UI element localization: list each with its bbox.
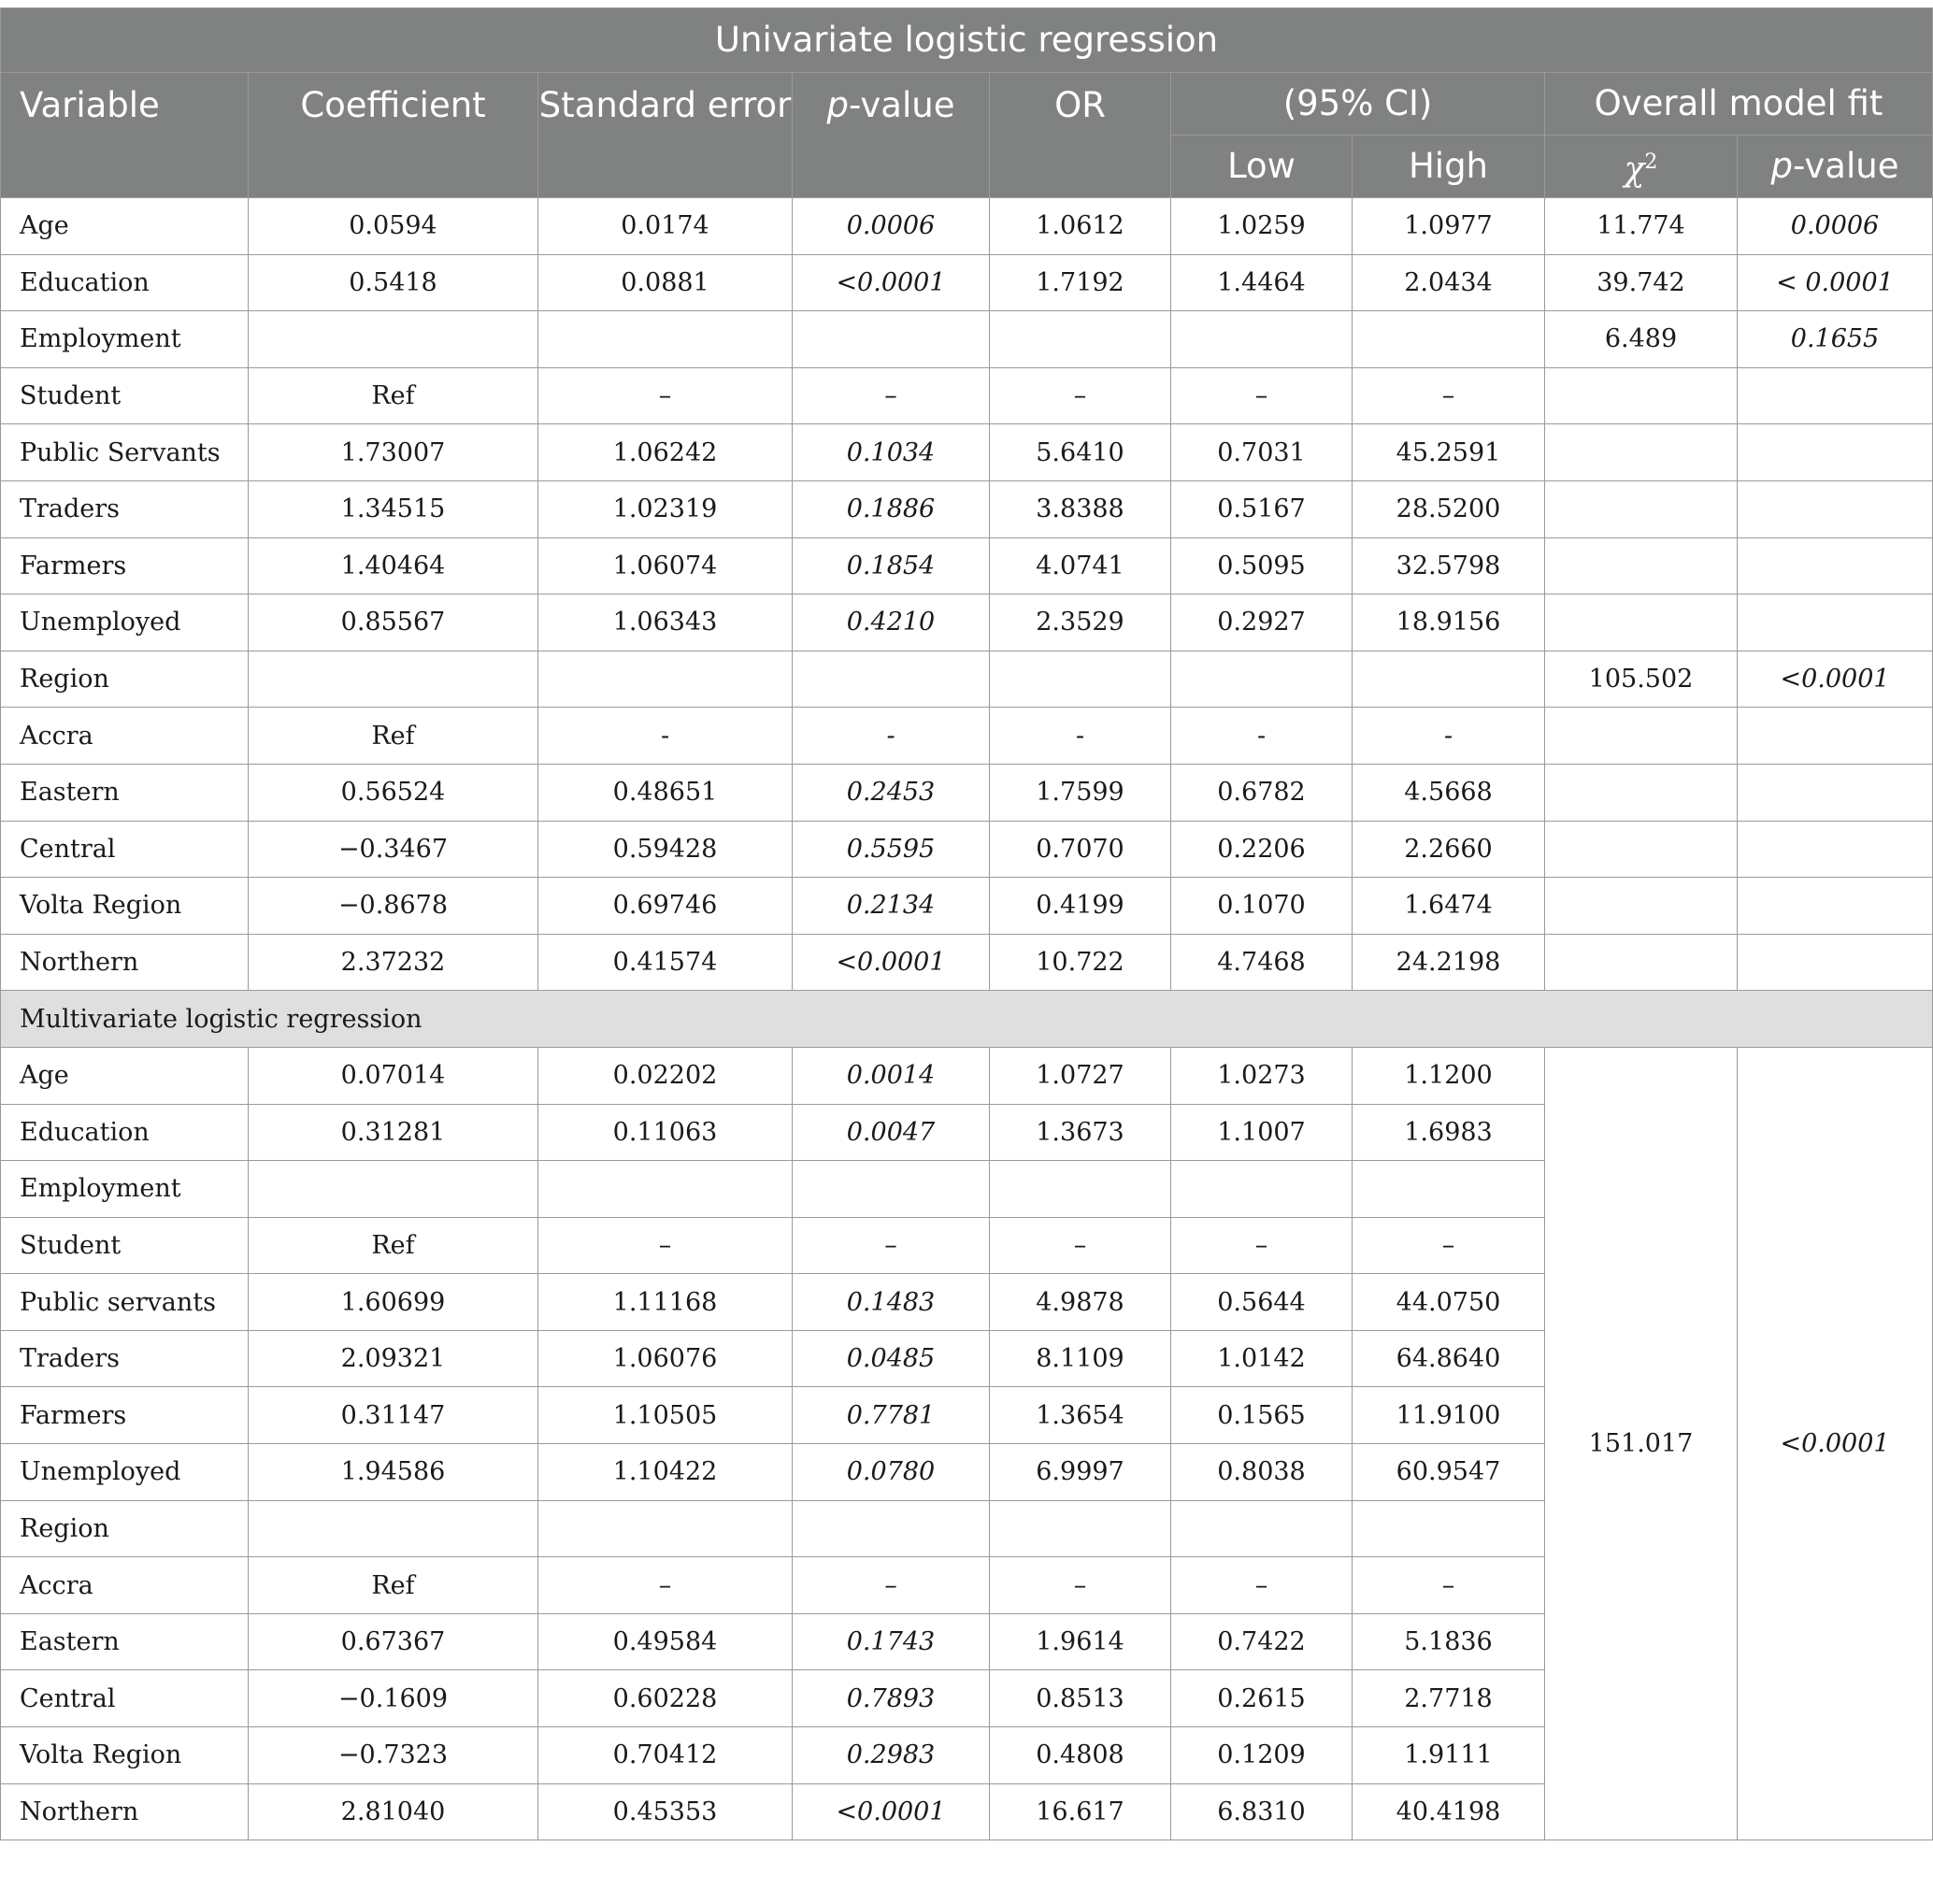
header-p-rest: -value [849, 85, 955, 125]
cell-standard-error: 1.11168 [538, 1274, 793, 1331]
table-row [1, 651, 1933, 708]
cell-variable: Central [1, 821, 249, 878]
cell-ci-low: 1.0259 [1171, 198, 1353, 255]
table-body [1, 198, 1933, 1840]
cell-p-value: 0.7893 [793, 1670, 990, 1727]
cell-chi-square [1545, 424, 1738, 481]
cell-standard-error: – [538, 1557, 793, 1614]
cell-coefficient: Ref [249, 1557, 538, 1614]
table-row [1, 254, 1933, 311]
cell-p-value: 0.7781 [793, 1387, 990, 1444]
cell-or: 8.1109 [990, 1330, 1171, 1387]
cell-p-value [793, 1500, 990, 1557]
cell-coefficient: 0.31147 [249, 1387, 538, 1444]
cell-variable: Age [1, 198, 249, 255]
header-high: High [1353, 136, 1545, 198]
cell-coefficient [249, 311, 538, 368]
cell-variable: Age [1, 1047, 249, 1104]
cell-ci-low [1171, 651, 1353, 708]
cell-model-p-value: 0.1655 [1738, 311, 1933, 368]
cell-ci-high: 1.6983 [1353, 1104, 1545, 1161]
cell-variable: Student [1, 1217, 249, 1274]
cell-ci-low: 4.7468 [1171, 934, 1353, 991]
cell-ci-low: 0.2927 [1171, 594, 1353, 651]
cell-ci-low [1171, 1161, 1353, 1218]
cell-variable: Volta Region [1, 1727, 249, 1784]
cell-coefficient: 0.0594 [249, 198, 538, 255]
cell-standard-error: 0.0174 [538, 198, 793, 255]
cell-chi-square [1545, 594, 1738, 651]
cell-ci-high [1353, 1500, 1545, 1557]
cell-ci-low [1171, 311, 1353, 368]
table-row [1, 594, 1933, 651]
cell-p-value: – [793, 1217, 990, 1274]
cell-variable: Accra [1, 1557, 249, 1614]
cell-ci-high: 4.5668 [1353, 764, 1545, 821]
header-overall-fit: Overall model fit [1545, 73, 1933, 136]
cell-variable: Northern [1, 1783, 249, 1840]
cell-variable: Northern [1, 934, 249, 991]
cell-or: 5.6410 [990, 424, 1171, 481]
cell-coefficient: 0.67367 [249, 1613, 538, 1670]
cell-p-value: 0.5595 [793, 821, 990, 878]
cell-coefficient: −0.8678 [249, 878, 538, 935]
cell-ci-low: 0.6782 [1171, 764, 1353, 821]
cell-p-value: 0.0485 [793, 1330, 990, 1387]
cell-or [990, 1161, 1171, 1218]
cell-model-p-value: <0.0001 [1738, 651, 1933, 708]
cell-ci-high: 5.1836 [1353, 1613, 1545, 1670]
cell-variable: Employment [1, 1161, 249, 1218]
cell-chi-square: 6.489 [1545, 311, 1738, 368]
cell-standard-error: 1.06242 [538, 424, 793, 481]
cell-ci-low: - [1171, 708, 1353, 765]
fit-p-italic: p [1770, 146, 1794, 186]
table-row [1, 708, 1933, 765]
cell-model-p-value [1738, 424, 1933, 481]
cell-p-value: 0.1886 [793, 480, 990, 537]
cell-p-value: - [793, 708, 990, 765]
cell-ci-low: 1.0273 [1171, 1047, 1353, 1104]
cell-ci-high: 2.2660 [1353, 821, 1545, 878]
header-ci: (95% CI) [1171, 73, 1545, 136]
header-chi-square [1545, 136, 1738, 198]
cell-ci-low: – [1171, 1217, 1353, 1274]
cell-p-value: – [793, 1557, 990, 1614]
cell-standard-error: – [538, 1217, 793, 1274]
cell-coefficient [249, 651, 538, 708]
cell-ci-high: 1.6474 [1353, 878, 1545, 935]
cell-ci-high: 1.9111 [1353, 1727, 1545, 1784]
cell-coefficient: 2.37232 [249, 934, 538, 991]
cell-standard-error [538, 1500, 793, 1557]
cell-standard-error: 0.45353 [538, 1783, 793, 1840]
cell-p-value: 0.0780 [793, 1444, 990, 1501]
table-row [1, 537, 1933, 594]
cell-or: 1.3673 [990, 1104, 1171, 1161]
cell-variable: Central [1, 1670, 249, 1727]
cell-ci-high: 32.5798 [1353, 537, 1545, 594]
cell-variable: Region [1, 1500, 249, 1557]
cell-variable: Public Servants [1, 424, 249, 481]
cell-variable: Volta Region [1, 878, 249, 935]
cell-ci-low: 1.0142 [1171, 1330, 1353, 1387]
cell-model-p-value [1738, 537, 1933, 594]
cell-ci-low: 0.5095 [1171, 537, 1353, 594]
cell-chi-square [1545, 934, 1738, 991]
cell-model-p-value [1738, 878, 1933, 935]
cell-model-p-value [1738, 594, 1933, 651]
cell-variable: Education [1, 1104, 249, 1161]
cell-p-value: 0.0047 [793, 1104, 990, 1161]
header-coefficient: Coefficient [249, 73, 538, 198]
header-or: OR [990, 73, 1171, 198]
cell-or: – [990, 1557, 1171, 1614]
cell-ci-low: 0.5644 [1171, 1274, 1353, 1331]
cell-coefficient: Ref [249, 367, 538, 424]
cell-ci-high: 64.8640 [1353, 1330, 1545, 1387]
cell-ci-low: 0.1070 [1171, 878, 1353, 935]
cell-coefficient: 0.85567 [249, 594, 538, 651]
cell-variable: Public servants [1, 1274, 249, 1331]
cell-chi-square: 11.774 [1545, 198, 1738, 255]
cell-standard-error: 0.60228 [538, 1670, 793, 1727]
cell-ci-low: 1.4464 [1171, 254, 1353, 311]
cell-ci-low: 0.2615 [1171, 1670, 1353, 1727]
cell-chi-square [1545, 764, 1738, 821]
cell-standard-error: 0.48651 [538, 764, 793, 821]
cell-standard-error: 1.10422 [538, 1444, 793, 1501]
cell-p-value: 0.1034 [793, 424, 990, 481]
cell-ci-low: 1.1007 [1171, 1104, 1353, 1161]
cell-variable: Farmers [1, 537, 249, 594]
cell-coefficient: 1.94586 [249, 1444, 538, 1501]
cell-coefficient: 1.60699 [249, 1274, 538, 1331]
cell-p-value [793, 1161, 990, 1218]
cell-standard-error: 0.59428 [538, 821, 793, 878]
cell-standard-error [538, 651, 793, 708]
cell-ci-high: - [1353, 708, 1545, 765]
table-row [1, 934, 1933, 991]
cell-p-value: <0.0001 [793, 1783, 990, 1840]
table-row [1, 821, 1933, 878]
cell-p-value: 0.1854 [793, 537, 990, 594]
cell-or [990, 1500, 1171, 1557]
cell-variable: Traders [1, 480, 249, 537]
table-title: Univariate logistic regression [1, 8, 1933, 73]
cell-chi-square-multivariate: 151.017 [1545, 1047, 1738, 1840]
cell-model-p-value [1738, 708, 1933, 765]
cell-model-p-value [1738, 367, 1933, 424]
cell-model-p-value [1738, 764, 1933, 821]
cell-ci-low: 0.8038 [1171, 1444, 1353, 1501]
cell-coefficient: 0.56524 [249, 764, 538, 821]
cell-chi-square: 105.502 [1545, 651, 1738, 708]
table-row [1, 1047, 1933, 1104]
cell-p-value: – [793, 367, 990, 424]
cell-ci-high [1353, 311, 1545, 368]
cell-ci-low: 0.1209 [1171, 1727, 1353, 1784]
cell-coefficient: 1.34515 [249, 480, 538, 537]
cell-standard-error: - [538, 708, 793, 765]
cell-standard-error: 1.02319 [538, 480, 793, 537]
cell-ci-high: – [1353, 1217, 1545, 1274]
cell-p-value: 0.1483 [793, 1274, 990, 1331]
regression-table [0, 7, 1933, 1840]
cell-ci-high: 28.5200 [1353, 480, 1545, 537]
cell-p-value: 0.2453 [793, 764, 990, 821]
cell-coefficient [249, 1500, 538, 1557]
table-row [1, 764, 1933, 821]
cell-coefficient: Ref [249, 708, 538, 765]
cell-variable: Student [1, 367, 249, 424]
cell-ci-low: 0.7031 [1171, 424, 1353, 481]
cell-standard-error: 0.11063 [538, 1104, 793, 1161]
cell-p-value [793, 651, 990, 708]
cell-ci-low: 0.7422 [1171, 1613, 1353, 1670]
cell-or: 1.7192 [990, 254, 1171, 311]
chi-superscript: 2 [1644, 150, 1658, 174]
cell-ci-high [1353, 1161, 1545, 1218]
cell-model-p-value: < 0.0001 [1738, 254, 1933, 311]
cell-standard-error [538, 311, 793, 368]
cell-coefficient: 0.07014 [249, 1047, 538, 1104]
cell-p-value: 0.4210 [793, 594, 990, 651]
cell-variable: Traders [1, 1330, 249, 1387]
table-container [0, 7, 1933, 1840]
cell-p-value: 0.2983 [793, 1727, 990, 1784]
cell-variable: Accra [1, 708, 249, 765]
cell-chi-square: 39.742 [1545, 254, 1738, 311]
cell-coefficient [249, 1161, 538, 1218]
cell-or: 1.3654 [990, 1387, 1171, 1444]
fit-p-rest: -value [1793, 146, 1899, 186]
cell-ci-high: 1.1200 [1353, 1047, 1545, 1104]
cell-chi-square [1545, 878, 1738, 935]
cell-ci-high: 2.0434 [1353, 254, 1545, 311]
cell-standard-error: – [538, 367, 793, 424]
table-row [1, 311, 1933, 368]
cell-standard-error: 0.70412 [538, 1727, 793, 1784]
cell-chi-square [1545, 821, 1738, 878]
cell-or: – [990, 367, 1171, 424]
header-standard-error: Standard error [538, 73, 793, 198]
cell-variable: Eastern [1, 1613, 249, 1670]
header-fit-p-value [1738, 136, 1933, 198]
cell-ci-high: 11.9100 [1353, 1387, 1545, 1444]
table-row [1, 878, 1933, 935]
cell-or: 4.9878 [990, 1274, 1171, 1331]
cell-variable: Employment [1, 311, 249, 368]
header-p-italic: p [826, 85, 850, 125]
cell-or: 4.0741 [990, 537, 1171, 594]
cell-ci-high: 24.2198 [1353, 934, 1545, 991]
cell-or: 0.4808 [990, 1727, 1171, 1784]
header-low: Low [1171, 136, 1353, 198]
cell-p-value: 0.0014 [793, 1047, 990, 1104]
cell-p-value: 0.2134 [793, 878, 990, 935]
cell-coefficient: 0.5418 [249, 254, 538, 311]
cell-standard-error: 0.41574 [538, 934, 793, 991]
cell-model-p-value [1738, 480, 1933, 537]
header-variable: Variable [1, 73, 249, 198]
cell-ci-high: 18.9156 [1353, 594, 1545, 651]
cell-p-value: <0.0001 [793, 934, 990, 991]
cell-or: 0.8513 [990, 1670, 1171, 1727]
cell-standard-error [538, 1161, 793, 1218]
cell-standard-error: 0.69746 [538, 878, 793, 935]
header-p-value [793, 73, 990, 198]
section-row-multivariate [1, 991, 1933, 1048]
cell-coefficient: 2.09321 [249, 1330, 538, 1387]
table-row [1, 367, 1933, 424]
cell-ci-high: 40.4198 [1353, 1783, 1545, 1840]
cell-or: 10.722 [990, 934, 1171, 991]
cell-coefficient: 2.81040 [249, 1783, 538, 1840]
cell-ci-high: 1.0977 [1353, 198, 1545, 255]
cell-ci-high [1353, 651, 1545, 708]
cell-ci-low: – [1171, 367, 1353, 424]
section-label: Multivariate logistic regression [1, 991, 1933, 1048]
cell-standard-error: 0.02202 [538, 1047, 793, 1104]
cell-standard-error: 0.49584 [538, 1613, 793, 1670]
cell-standard-error: 1.10505 [538, 1387, 793, 1444]
cell-or: 16.617 [990, 1783, 1171, 1840]
table-row [1, 480, 1933, 537]
cell-coefficient: −0.7323 [249, 1727, 538, 1784]
cell-coefficient: 1.40464 [249, 537, 538, 594]
cell-or: 1.9614 [990, 1613, 1171, 1670]
cell-coefficient: Ref [249, 1217, 538, 1274]
cell-standard-error: 1.06074 [538, 537, 793, 594]
cell-variable: Eastern [1, 764, 249, 821]
cell-chi-square [1545, 708, 1738, 765]
cell-or: 1.0727 [990, 1047, 1171, 1104]
cell-ci-high: 2.7718 [1353, 1670, 1545, 1727]
cell-chi-square [1545, 480, 1738, 537]
cell-standard-error: 0.0881 [538, 254, 793, 311]
cell-ci-low: – [1171, 1557, 1353, 1614]
cell-or: 2.3529 [990, 594, 1171, 651]
cell-model-p-value-multivariate: <0.0001 [1738, 1047, 1933, 1840]
cell-or [990, 311, 1171, 368]
cell-variable: Education [1, 254, 249, 311]
cell-ci-low: 0.2206 [1171, 821, 1353, 878]
cell-or: 1.7599 [990, 764, 1171, 821]
cell-ci-low: 6.8310 [1171, 1783, 1353, 1840]
cell-ci-low [1171, 1500, 1353, 1557]
cell-or: – [990, 1217, 1171, 1274]
cell-ci-high: – [1353, 1557, 1545, 1614]
cell-p-value: 0.1743 [793, 1613, 990, 1670]
cell-chi-square [1545, 537, 1738, 594]
cell-ci-high: 44.0750 [1353, 1274, 1545, 1331]
cell-coefficient: 1.73007 [249, 424, 538, 481]
cell-ci-high: 45.2591 [1353, 424, 1545, 481]
cell-or: 0.4199 [990, 878, 1171, 935]
cell-variable: Farmers [1, 1387, 249, 1444]
cell-model-p-value: 0.0006 [1738, 198, 1933, 255]
cell-p-value: 0.0006 [793, 198, 990, 255]
cell-or [990, 651, 1171, 708]
cell-model-p-value [1738, 821, 1933, 878]
cell-ci-low: 0.5167 [1171, 480, 1353, 537]
chi-symbol: χ [1624, 150, 1645, 189]
table-row [1, 424, 1933, 481]
cell-or: 1.0612 [990, 198, 1171, 255]
cell-p-value: <0.0001 [793, 254, 990, 311]
cell-ci-low: 0.1565 [1171, 1387, 1353, 1444]
cell-variable: Unemployed [1, 594, 249, 651]
cell-or: 6.9997 [990, 1444, 1171, 1501]
cell-ci-high: – [1353, 367, 1545, 424]
cell-coefficient: −0.3467 [249, 821, 538, 878]
cell-p-value [793, 311, 990, 368]
cell-ci-high: 60.9547 [1353, 1444, 1545, 1501]
table-row [1, 198, 1933, 255]
cell-standard-error: 1.06343 [538, 594, 793, 651]
cell-coefficient: 0.31281 [249, 1104, 538, 1161]
cell-standard-error: 1.06076 [538, 1330, 793, 1387]
cell-model-p-value [1738, 934, 1933, 991]
cell-or: 0.7070 [990, 821, 1171, 878]
cell-chi-square [1545, 367, 1738, 424]
cell-or: 3.8388 [990, 480, 1171, 537]
cell-variable: Region [1, 651, 249, 708]
cell-or: - [990, 708, 1171, 765]
cell-coefficient: −0.1609 [249, 1670, 538, 1727]
cell-variable: Unemployed [1, 1444, 249, 1501]
